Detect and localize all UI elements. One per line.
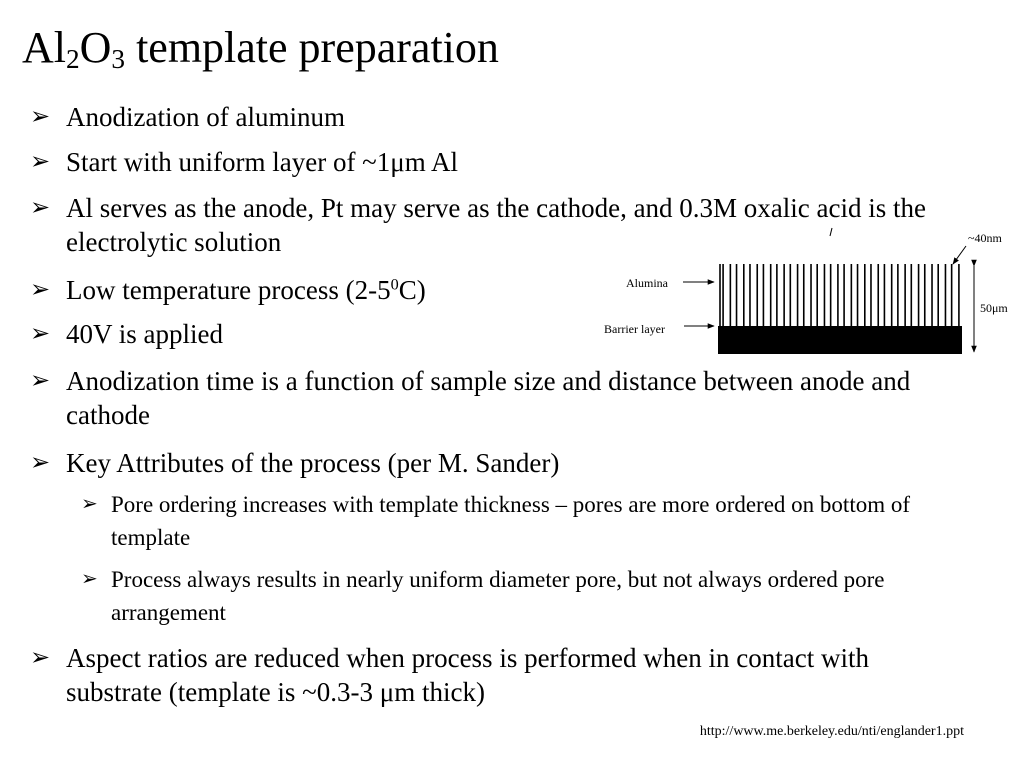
pore: [777, 264, 784, 330]
bullet-item: ➢ Anodization of aluminum: [30, 102, 345, 132]
pore: [804, 264, 811, 330]
bullet-item: ➢ Start with uniform layer of ~1μm Al: [30, 147, 459, 177]
pore: [898, 264, 905, 330]
pore: [723, 264, 730, 330]
arrow-bullet-icon: ➢: [30, 645, 51, 671]
arrow-bullet-icon: ➢: [30, 321, 51, 347]
slide-title: $Al_2O_3$ template preparation: [22, 23, 499, 74]
alumina-pore-diagram: [596, 226, 1016, 360]
arrow-bullet-icon: ➢: [30, 195, 51, 221]
source-url: http://www.me.berkeley.edu/nti/englander1.ppt: [699, 724, 964, 739]
pore-diameter-arrow: [953, 246, 966, 264]
pore: [925, 264, 932, 330]
arrow-bullet-icon: ➢: [30, 277, 51, 303]
arrow-bullet-icon: ➢: [81, 568, 98, 590]
sub-bullet-item: ➢ Pore ordering increases with template thickness – pores are more ordered on bottom of template: [111, 488, 941, 554]
pore: [831, 264, 838, 330]
bullet-item: ➢ Al serves as the anode, Pt may serve as the cathode, and 0.3M oxalic acid is the electrolytic solution: [30, 193, 926, 257]
pore: [871, 264, 878, 330]
pore: [884, 264, 891, 330]
pore-diameter-label: ~40nm: [968, 231, 1002, 245]
arrow-bullet-icon: ➢: [81, 493, 98, 515]
pore: [938, 264, 945, 330]
pore: [790, 264, 797, 330]
pore: [737, 264, 744, 330]
pore: [763, 264, 770, 330]
bullet-item: ➢ Low temperature process $(2-5^0C)$: [30, 275, 426, 305]
stray-mark: [830, 228, 832, 236]
sub-bullet-item: ➢ Process always results in nearly uniform diameter pore, but not always ordered pore arrangement: [111, 563, 911, 629]
barrier-layer-label: Barrier layer: [604, 322, 665, 336]
arrow-bullet-icon: ➢: [30, 149, 51, 175]
arrow-bullet-icon: ➢: [30, 104, 51, 130]
thickness-label: 50μm: [980, 301, 1008, 315]
arrow-bullet-icon: ➢: [30, 368, 51, 394]
pore: [911, 264, 918, 330]
pore: [844, 264, 851, 330]
pore: [817, 264, 824, 330]
bullet-item: ➢ 40V is applied: [30, 319, 223, 349]
bullet-item: ➢ Key Attributes of the process (per M. Sander): [30, 448, 560, 478]
pore: [858, 264, 865, 330]
arrow-bullet-icon: ➢: [30, 450, 51, 476]
pore: [750, 264, 757, 330]
bullet-item: ➢ Aspect ratios are reduced when process is performed when in contact with substrate (template is ~0.3-3 μm thick): [30, 643, 869, 707]
pore: [952, 264, 959, 330]
pore-array: [720, 264, 959, 330]
bullet-item: ➢ Anodization time is a function of sample size and distance between anode and cathode: [30, 366, 911, 430]
alumina-label: Alumina: [626, 276, 668, 290]
